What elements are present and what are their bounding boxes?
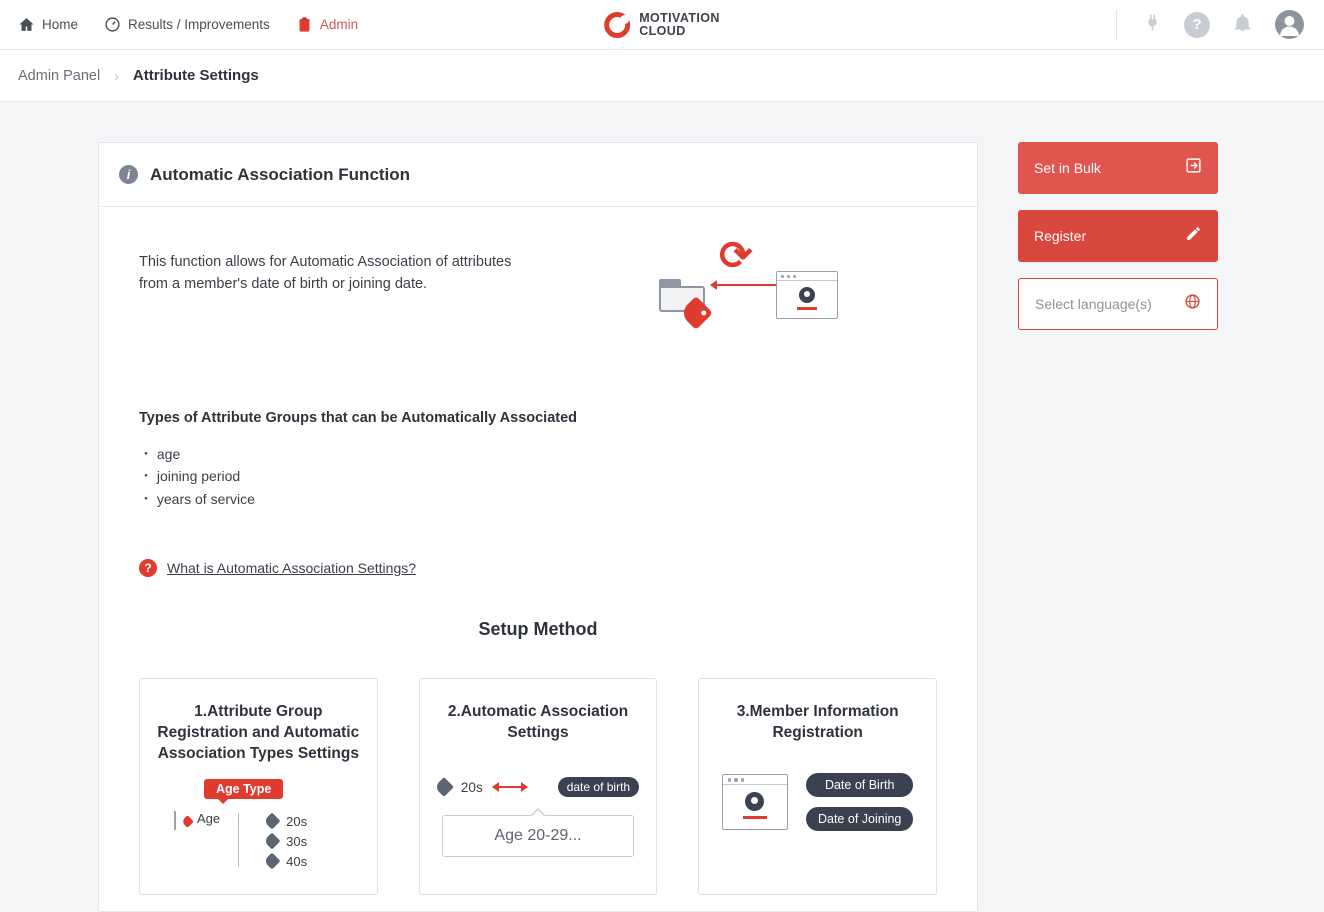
card-header [99,143,977,207]
attribute-group-row [174,807,220,826]
top-navigation-bar [0,0,1324,50]
brand-line-2: CLOUD [639,23,686,38]
globe-icon [1184,293,1201,315]
tag-icon [434,777,454,797]
tag-label: 40s [286,853,308,869]
step-card-1 [139,678,378,895]
list-item: ・ age [139,445,181,462]
brace-line [238,813,254,867]
automatic-association-help-link[interactable]: What is Automatic Association Settings? [167,559,417,576]
step-1-title: 1.Attribute Group Registration and Automatic Association Types Settings [157,702,360,763]
list-item [266,854,307,869]
step-3-diagram [711,773,924,831]
brand-logo [604,12,720,38]
intro-description: This function allows for Automatic Association of attributes from a member's date of birth or joining date. [139,254,512,293]
external-window-icon [1185,157,1202,179]
select-language-label: Select language(s) [1035,296,1152,312]
person-icon [537,780,548,794]
card-body [99,207,977,911]
gauge-icon [104,16,121,33]
nav-item-home[interactable] [18,16,78,33]
step-2-tag-label: 20s [460,779,483,795]
folder-icon [174,812,191,825]
attribute-group-label: Age [197,810,221,826]
date-of-birth-chip: date of birth [558,777,639,797]
card-title: Automatic Association Function [150,164,411,184]
tag-icon [264,853,281,870]
pencil-icon [1185,225,1202,247]
top-nav-items [0,16,358,33]
brand-line-1: MOTIVATION [639,10,720,25]
question-icon: ? [139,559,157,577]
home-icon [18,16,35,33]
date-of-joining-chip: Date of Joining [806,807,913,831]
tag-label: 30s [286,833,308,849]
list-item [266,834,307,849]
tag-label: 20s [286,813,308,829]
info-icon: i [119,165,138,184]
step-3-title: 3.Member Information Registration [736,702,899,741]
set-in-bulk-label: Set in Bulk [1034,160,1101,176]
top-nav-actions [1116,10,1324,40]
brand-text [639,12,720,38]
age-tag-list [266,807,307,874]
bell-icon[interactable] [1232,12,1253,37]
refresh-icon: ⟳ [719,234,753,278]
double-arrow-icon [493,786,527,788]
nav-item-admin[interactable] [296,16,358,33]
list-item [266,814,307,829]
step-2-title: 2.Automatic Association Settings [447,702,629,741]
age-range-box: Age 20-29... [442,815,634,857]
member-window-icon [776,271,838,319]
date-of-birth-chip: Date of Birth [806,773,913,797]
plug-icon[interactable] [1143,13,1162,36]
brand-mark-icon [604,12,630,38]
automatic-association-card [98,142,978,912]
types-heading: Types of Attribute Groups that can be Automatically Associated [139,410,578,426]
list-item: ・ joining period [139,468,241,485]
register-label: Register [1034,228,1087,244]
tag-icon [264,813,281,830]
help-link-row [139,559,937,577]
help-icon[interactable]: ? [1184,12,1210,38]
breadcrumb [0,50,1324,102]
page-title: Attribute Settings [132,67,259,84]
step-card-2 [419,678,658,895]
intro-row [139,234,937,361]
nav-item-results-improvements[interactable] [104,16,270,33]
member-info-chips [806,773,913,831]
step-card-3 [698,678,937,895]
member-window-icon [722,774,788,830]
nav-item-home-label: Home [42,17,79,32]
breadcrumb-separator-icon: › [114,67,119,84]
register-button[interactable] [1018,210,1218,262]
list-item: ・ years of service [139,490,255,507]
main-column [98,142,978,912]
left-arrow-icon [711,284,781,286]
page-content [0,102,1324,912]
nav-divider [1116,10,1117,40]
setup-steps [139,678,937,901]
action-rail [1018,142,1218,912]
step-1-diagram [152,807,365,874]
clipboard-icon [296,16,313,33]
nav-item-admin-label: Admin [319,17,359,32]
tag-icon [264,833,281,850]
set-in-bulk-button[interactable] [1018,142,1218,194]
age-type-badge: Age Type [204,779,283,799]
setup-method-title: Setup Method [478,618,598,639]
nav-item-results-label: Results / Improvements [128,17,270,32]
breadcrumb-parent[interactable]: Admin Panel [18,67,101,84]
association-illustration [659,234,859,361]
step-2-diagram [432,777,645,797]
select-language-button[interactable] [1018,278,1218,330]
types-list [139,443,937,511]
avatar[interactable] [1275,10,1304,39]
